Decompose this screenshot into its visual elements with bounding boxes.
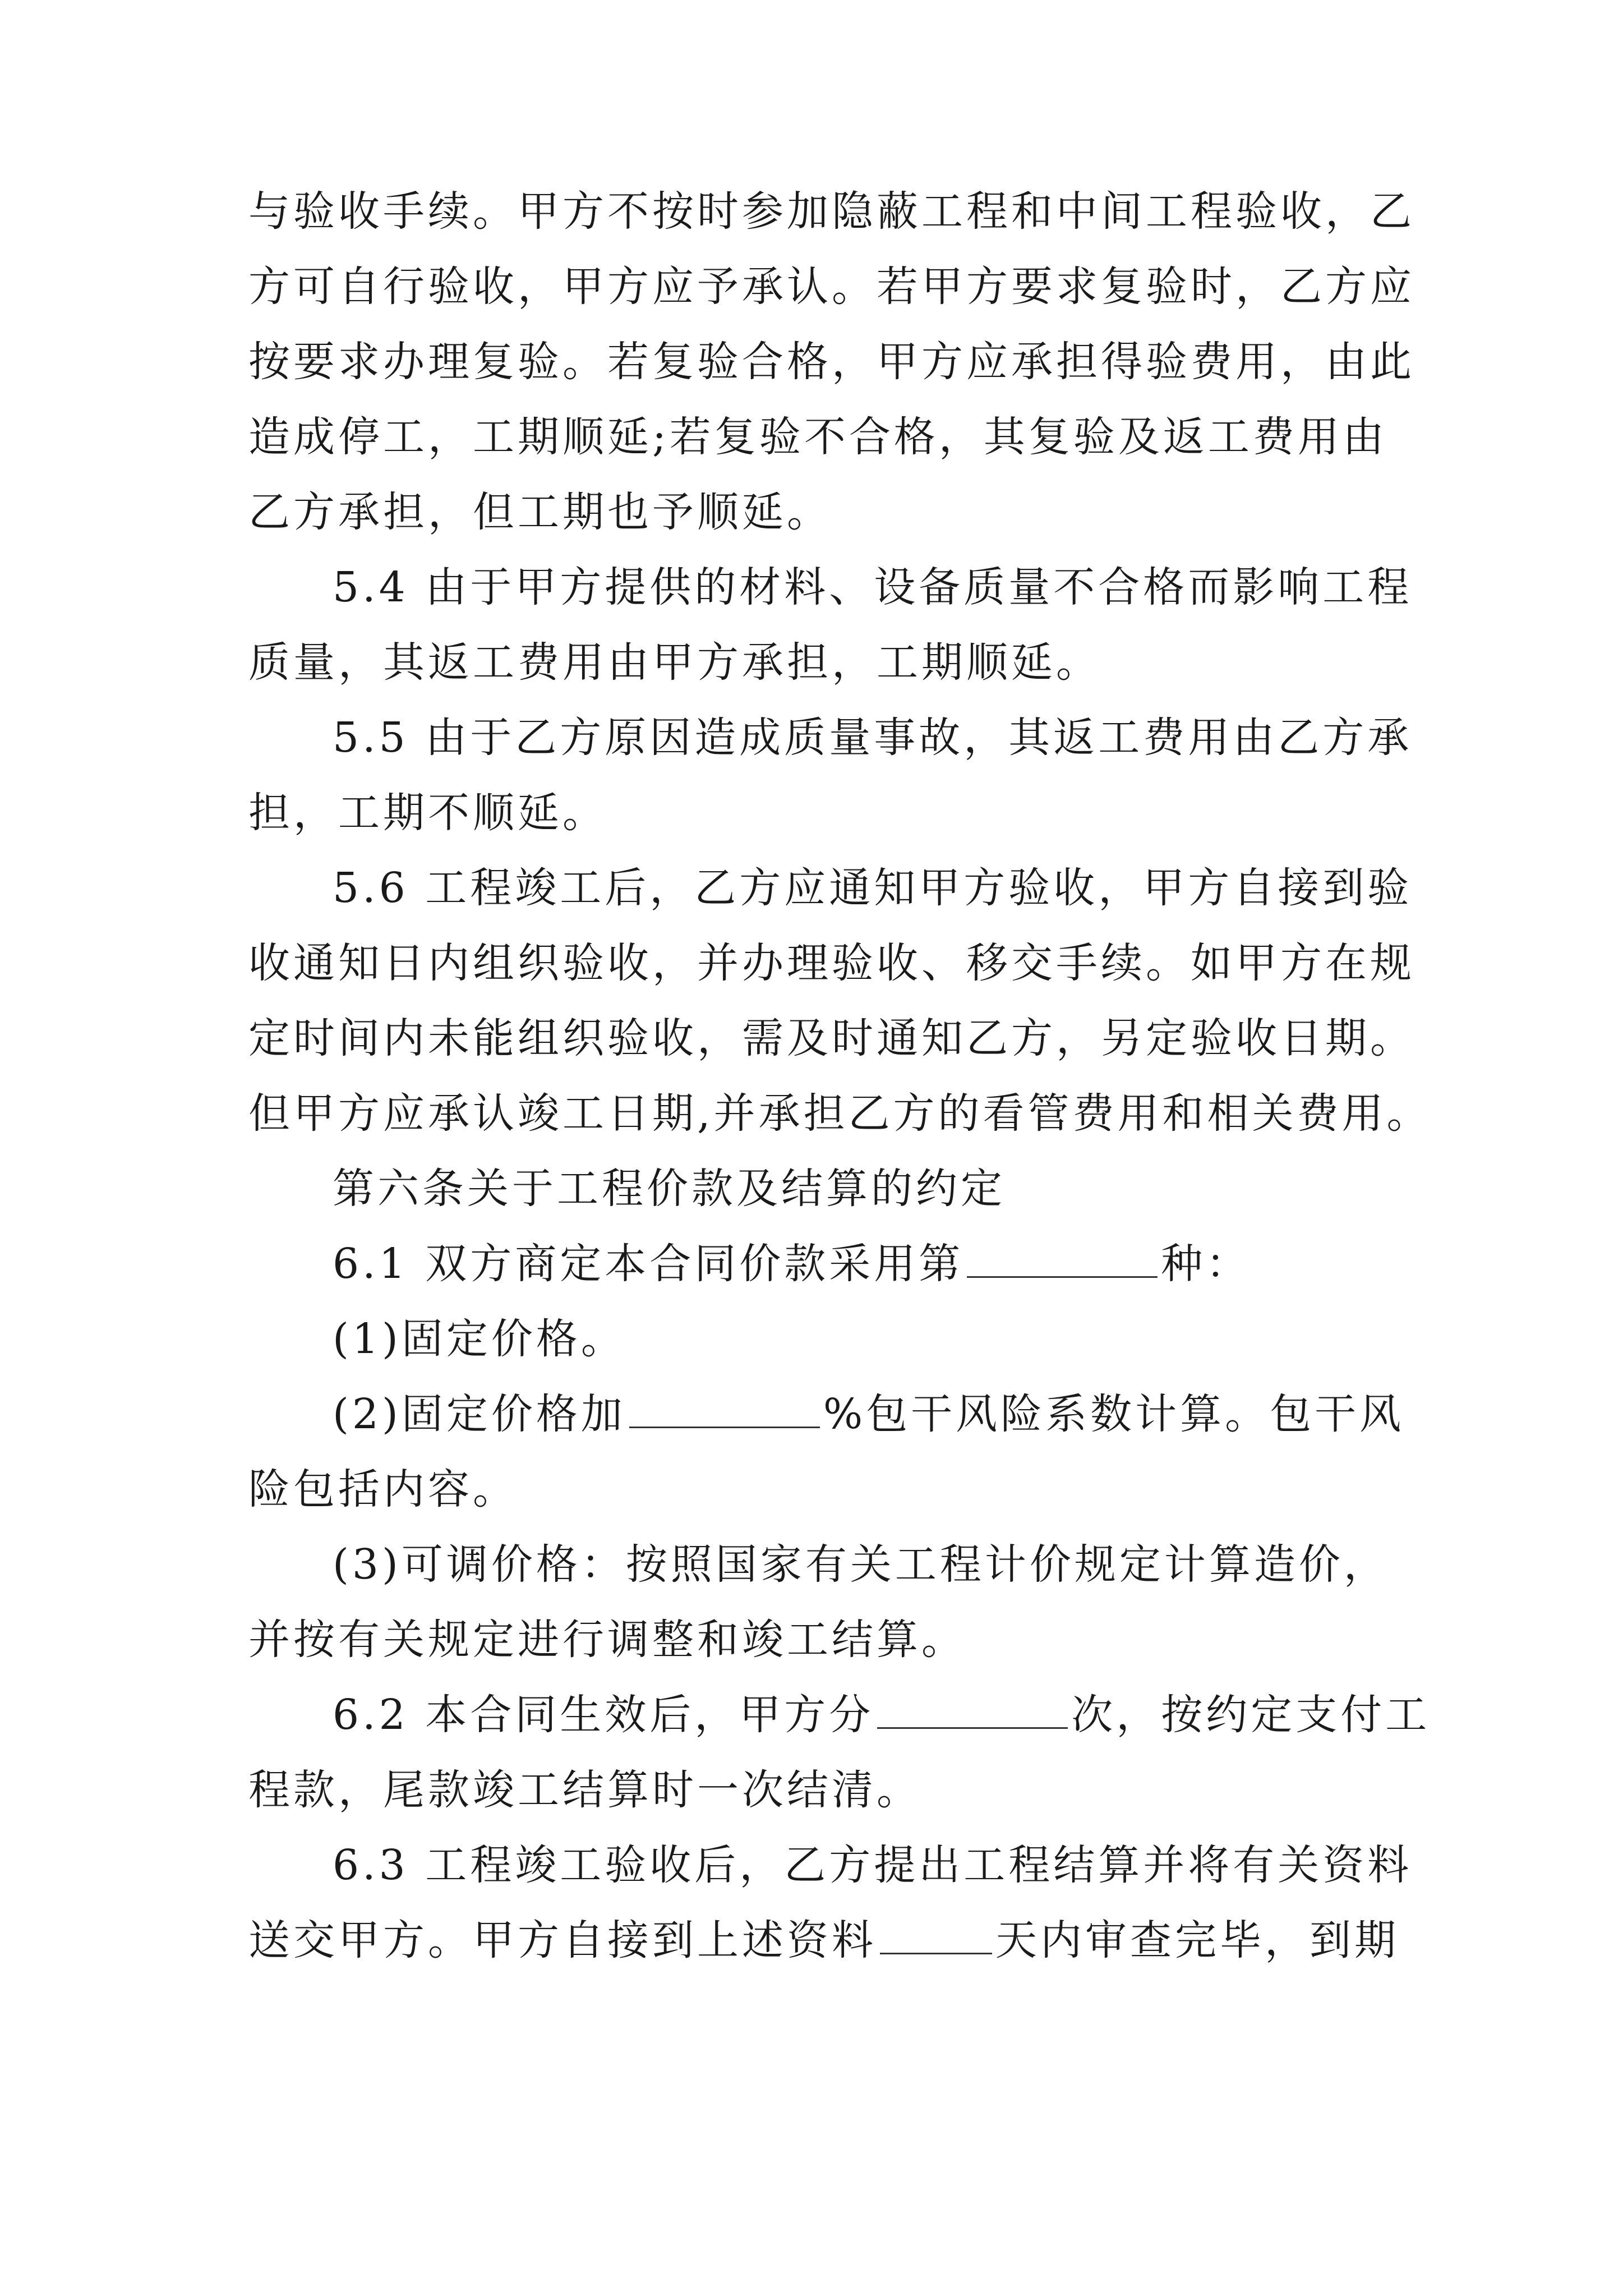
clause-6-1-line <box>248 1226 1404 1301</box>
article-6-heading: 第六条关于工程价款及结算的约定 <box>333 1165 1006 1213</box>
paragraph-line: 收通知日内组织验收，并办理验收、移交手续。如甲方在规 <box>248 939 1415 987</box>
paragraph-line: 乙方承担，但工期也予顺延。 <box>248 488 832 536</box>
paragraph-line: 并按有关规定进行调整和竣工结算。 <box>248 1616 966 1664</box>
fill-in-blank[interactable] <box>629 1392 820 1428</box>
clause-6-3-text: 送交甲方。甲方自接到上述资料 <box>248 1916 877 1964</box>
option-2-text: (2)固定价格加 <box>333 1390 626 1438</box>
option-2-tail: %包干风险系数计算。包干风 <box>823 1390 1405 1438</box>
clause-6-1-text: 6.1 双方商定本合同价款采用第 <box>333 1240 964 1288</box>
fill-in-blank[interactable] <box>880 1918 992 1954</box>
paragraph-line: 程款，尾款竣工结算时一次结清。 <box>248 1766 921 1814</box>
paragraph-line: 担，工期不顺延。 <box>248 789 607 837</box>
paragraph-line: 质量，其返工费用由甲方承担，工期顺延。 <box>248 638 1101 687</box>
fill-in-blank[interactable] <box>877 1692 1068 1729</box>
clause-6-2-text: 6.2 本合同生效后，甲方分 <box>333 1691 874 1739</box>
paragraph-line: 定时间内未能组织验收，需及时通知乙方，另定验收日期。 <box>248 1014 1415 1062</box>
clause-5-4-line: 5.4 由于甲方提供的材料、设备质量不合格而影响工程 <box>333 563 1413 611</box>
option-3-line: (3)可调价格：按照国家有关工程计价规定计算造价， <box>333 1540 1389 1589</box>
clause-5-5-line: 5.5 由于乙方原因造成质量事故，其返工费用由乙方承 <box>333 714 1413 762</box>
option-1-line: (1)固定价格。 <box>333 1315 626 1363</box>
paragraph-line: 造成停工，工期顺延;若复验不合格，其复验及返工费用由 <box>248 413 1387 461</box>
paragraph-line: 险包括内容。 <box>248 1465 518 1513</box>
fill-in-blank[interactable] <box>967 1241 1158 1278</box>
paragraph-line <box>248 1903 1404 1978</box>
option-2-line <box>248 1377 1404 1452</box>
clause-6-2-line <box>248 1677 1431 1752</box>
paragraph-line: 但甲方应承认竣工日期,并承担乙方的看管费用和相关费用。 <box>248 1089 1432 1138</box>
paragraph-line: 方可自行验收，甲方应予承认。若甲方要求复验时，乙方应 <box>248 263 1415 311</box>
clause-6-3-tail: 天内审查完毕，到期 <box>995 1916 1399 1964</box>
paragraph-line: 与验收手续。甲方不按时参加隐蔽工程和中间工程验收，乙 <box>248 187 1415 236</box>
clause-6-1-tail: 种： <box>1161 1240 1251 1288</box>
document-body <box>248 174 1432 1978</box>
clause-5-6-line: 5.6 工程竣工后，乙方应通知甲方验收，甲方自接到验 <box>333 864 1413 912</box>
clause-6-3-line: 6.3 工程竣工验收后，乙方提出工程结算并将有关资料 <box>333 1841 1413 1889</box>
paragraph-line: 按要求办理复验。若复验合格，甲方应承担得验费用，由此 <box>248 338 1415 386</box>
clause-6-2-tail: 次，按约定支付工 <box>1071 1691 1431 1739</box>
